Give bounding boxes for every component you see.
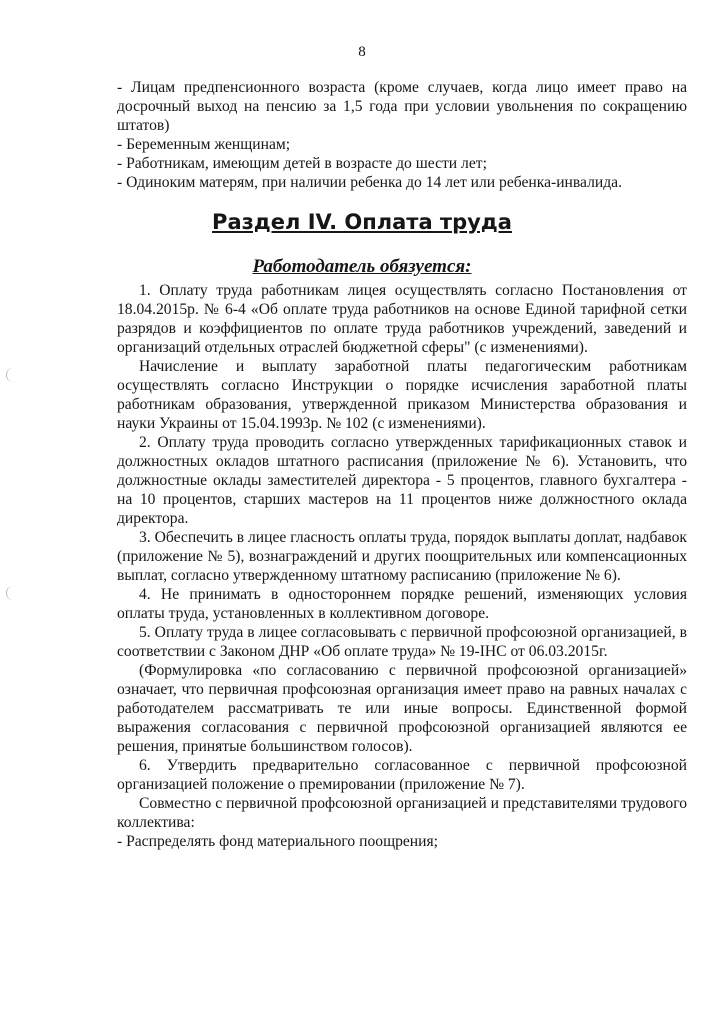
list-item: - Работникам, имеющим детей в возрасте до шести лет;	[117, 155, 487, 172]
scan-mark	[6, 586, 16, 600]
list-item: - Распределять фонд материального поощрения;	[117, 833, 438, 850]
body-paragraphs	[117, 281, 687, 851]
top-list	[117, 78, 687, 192]
paragraph: (Формулировка «по согласованию с первичной профсоюзной организацией» означает, что первичная профсоюзная организация имеет право на равных началах с работодателем рассматривать те или иные вопросы. Единственной формой выражения согласования с первичной профсоюзной организацией являются ее решения, принятые большинством голосов).	[117, 662, 687, 755]
paragraph: Начисление и выплату заработной платы педагогическим работникам осуществлять согласно Инструкции о порядке исчисления заработной платы работникам образования, утвержденной приказом Министерства образования и науки Украины от 15.04.1993р. № 102 (с изменениями).	[117, 358, 687, 432]
paragraph: Совместно с первичной профсоюзной организацией и представителями трудового коллектива:	[117, 795, 687, 831]
paragraph: 6. Утвердить предварительно согласованное с первичной профсоюзной организацией положение о премировании (приложение № 7).	[117, 757, 687, 793]
paragraph: 4. Не принимать в одностороннем порядке решений, изменяющих условия оплаты труда, установленных в коллективном договоре.	[117, 586, 687, 622]
paragraph: 2. Оплату труда проводить согласно утвержденных тарификационных ставок и должностных окладов штатного расписания (приложение № 6). Установить, что должностные оклады заместителей директора - 5 процентов, главного бухгалтера - на 10 процентов, старших мастеров на 11 процентов ниже должностного оклада директора.	[117, 434, 687, 527]
paragraph: 3. Обеспечить в лицее гласность оплаты труда, порядок выплаты доплат, надбавок (приложение № 5), вознаграждений и других поощрительных или компенсационных выплат, согласно утвержденному штатному расписанию (приложение № 6).	[117, 529, 687, 584]
paragraph: 5. Оплату труда в лицее согласовывать с первичной профсоюзной организацией, в соответствии с Законом ДНР «Об оплате труда» № 19-IНС от 06.03.2015г.	[117, 624, 687, 660]
page-number: 8	[358, 44, 366, 60]
list-item: - Одиноким матерям, при наличии ребенка до 14 лет или ребенка-инвалида.	[117, 174, 622, 191]
scan-mark	[6, 368, 16, 382]
list-item: - Беременным женщинам;	[117, 136, 291, 153]
section-title: Раздел IV. Оплата труда	[212, 210, 512, 234]
subsection-title: Работодатель обязуется:	[252, 256, 472, 277]
paragraph: 1. Оплату труда работникам лицея осуществлять согласно Постановления от 18.04.2015р. № 6-4 «Об оплате труда работников на основе Единой тарифной сетки разрядов и коэффициентов по оплате труда работников учреждений, заведений и организаций отдельных отраслей бюджетной сферы" (с изменениями).	[117, 282, 687, 356]
list-item: - Лицам предпенсионного возраста (кроме случаев, когда лицо имеет право на досрочный выход на пенсию за 1,5 года при условии увольнения по сокращению штатов)	[117, 79, 687, 134]
